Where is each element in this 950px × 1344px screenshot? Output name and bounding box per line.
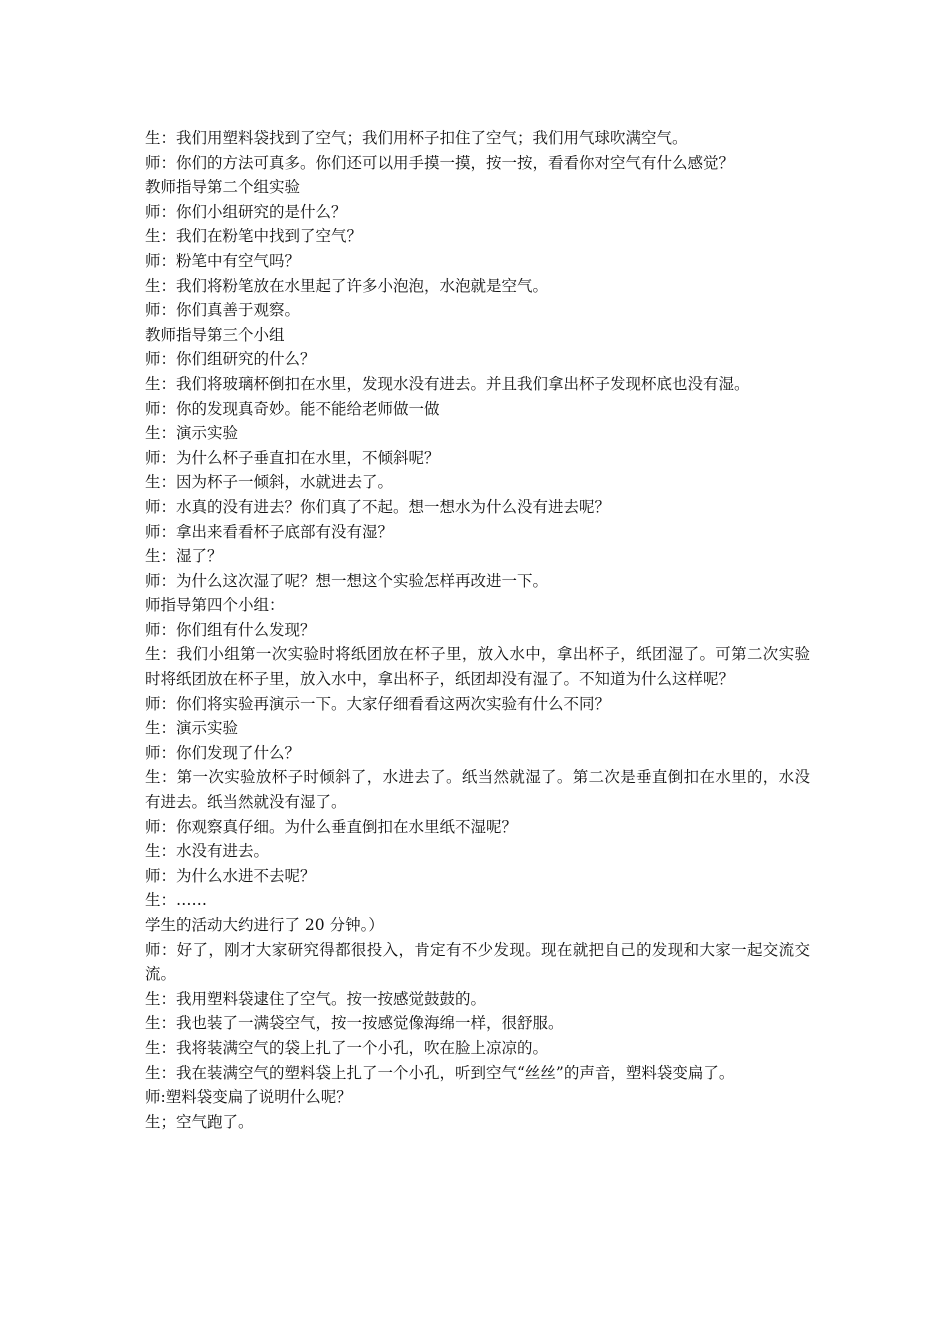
dialogue-line: 生：因为杯子一倾斜，水就进去了。 bbox=[145, 473, 394, 492]
dialogue-line: 生：我将装满空气的袋上扎了一个小孔，吹在脸上凉凉的。 bbox=[145, 1038, 549, 1057]
section-heading: 教师指导第三个小组 bbox=[145, 325, 285, 344]
dialogue-line: 师：你们的方法可真多。你们还可以用手摸一摸，按一按，看看你对空气有什么感觉？ bbox=[145, 153, 735, 172]
dialogue-line: 师：水真的没有进去？你们真了不起。想一想水为什么没有进去呢？ bbox=[145, 497, 611, 516]
section-heading: 教师指导第二个组实验 bbox=[145, 178, 301, 197]
dialogue-line: 师：你的发现真奇妙。能不能给老师做一做 bbox=[145, 399, 440, 418]
dialogue-line: 师：好了，刚才大家研究得都很投入，肯定有不少发现。现在就把自己的发现和大家一起交流交流。 bbox=[145, 940, 810, 984]
dialogue-line: 师：你们真善于观察。 bbox=[145, 301, 301, 320]
dialogue-line: 生：湿了？ bbox=[145, 547, 223, 566]
dialogue-line: 生：我们小组第一次实验时将纸团放在杯子里，放入水中，拿出杯子，纸团湿了。可第二次实验时将纸团放在杯子里，放入水中，拿出杯子，纸团却没有湿了。不知道为什么这样呢？ bbox=[145, 645, 810, 689]
dialogue-line: 生：我在装满空气的塑料袋上扎了一个小孔，听到空气“丝丝”的声音，塑料袋变扁了。 bbox=[145, 1063, 735, 1082]
dialogue-line: 生：…… bbox=[145, 891, 208, 910]
dialogue-line: 师：你们将实验再演示一下。大家仔细看看这两次实验有什么不同？ bbox=[145, 694, 611, 713]
dialogue-line: 师：你们小组研究的是什么？ bbox=[145, 202, 347, 221]
dialogue-line: 生：演示实验 bbox=[145, 424, 239, 443]
dialogue-line: 师：为什么这次湿了呢？想一想这个实验怎样再改进一下。 bbox=[145, 571, 549, 590]
dialogue-line: 生：我也装了一满袋空气，按一按感觉像海绵一样，很舒服。 bbox=[145, 1014, 564, 1033]
dialogue-line: 生：演示实验 bbox=[145, 719, 239, 738]
dialogue-line: 师：拿出来看看杯子底部有没有湿？ bbox=[145, 522, 394, 541]
document-body bbox=[145, 126, 810, 1134]
dialogue-line: 生：我们将粉笔放在水里起了许多小泡泡，水泡就是空气。 bbox=[145, 276, 549, 295]
dialogue-line: 师：你们组研究的什么？ bbox=[145, 350, 316, 369]
dialogue-line: 师：为什么水进不去呢？ bbox=[145, 866, 316, 885]
dialogue-line: 生：我们用塑料袋找到了空气；我们用杯子扣住了空气；我们用气球吹满空气。 bbox=[145, 129, 688, 147]
dialogue-line: 生：我用塑料袋逮住了空气。按一按感觉鼓鼓的。 bbox=[145, 989, 487, 1008]
dialogue-line: 师：你们发现了什么？ bbox=[145, 743, 301, 762]
narration-line: 学生的活动大约进行了 20 分钟。） bbox=[145, 916, 384, 934]
section-heading: 师指导第四个小组： bbox=[145, 596, 285, 615]
dialogue-line: 生：第一次实验放杯子时倾斜了，水进去了。纸当然就湿了。第二次是垂直倒扣在水里的，水没有进去。纸当然就没有湿了。 bbox=[145, 768, 810, 812]
dialogue-line: 生：水没有进去。 bbox=[145, 842, 270, 861]
dialogue-line: 师：粉笔中有空气吗？ bbox=[145, 251, 301, 270]
dialogue-line: 生；空气跑了。 bbox=[145, 1112, 254, 1131]
dialogue-line: 师:塑料袋变扁了说明什么呢？ bbox=[145, 1088, 352, 1107]
dialogue-line: 生：我们将玻璃杯倒扣在水里，发现水没有进去。并且我们拿出杯子发现杯底也没有湿。 bbox=[145, 374, 750, 393]
dialogue-line: 师：你们组有什么发现？ bbox=[145, 620, 316, 639]
dialogue-line: 师：为什么杯子垂直扣在水里，不倾斜呢？ bbox=[145, 448, 440, 467]
dialogue-line: 生：我们在粉笔中找到了空气？ bbox=[145, 227, 363, 246]
dialogue-line: 师：你观察真仔细。为什么垂直倒扣在水里纸不湿呢？ bbox=[145, 817, 518, 836]
